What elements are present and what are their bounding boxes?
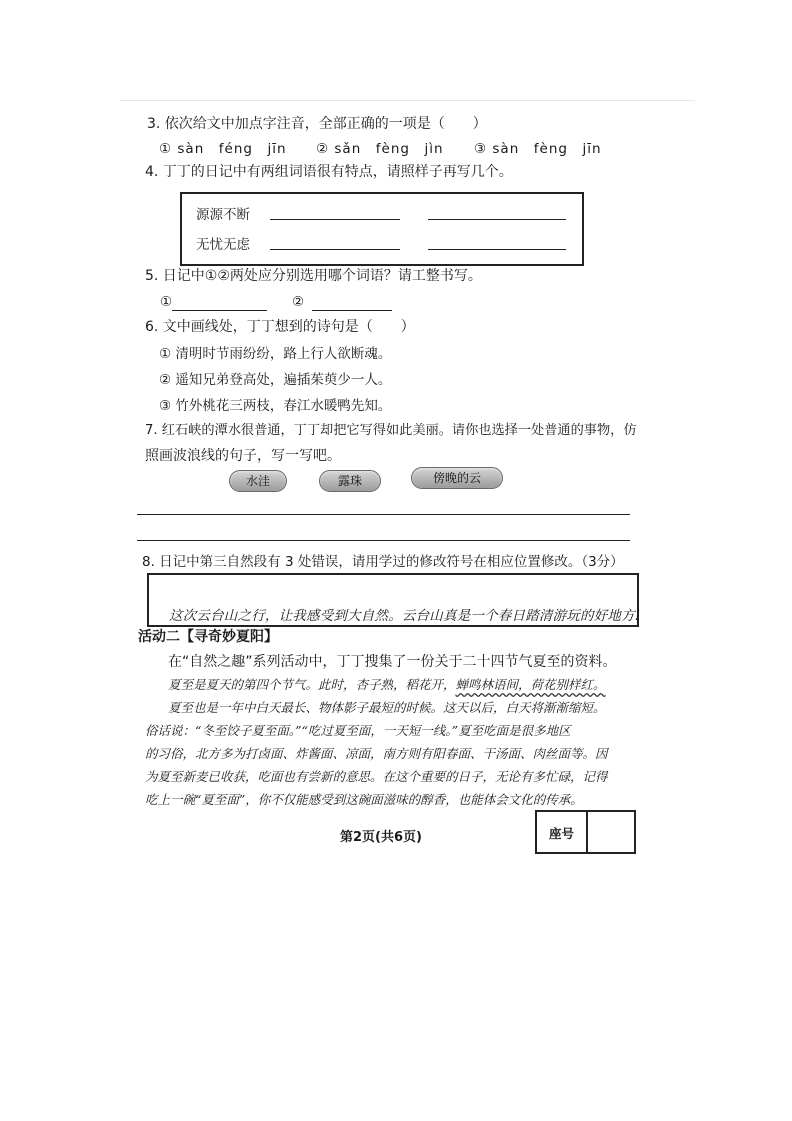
- material-line-5: 为夏至新麦已收获，吃面也有尝新的意思。在这个重要的日子，无论有多忙碌，记得: [145, 769, 608, 784]
- page-number: 第2页(共6页): [340, 830, 422, 845]
- question-6-option-1: ① 清明时节雨纷纷，路上行人欲断魂。: [159, 346, 392, 362]
- answer-line[interactable]: [428, 219, 566, 220]
- choice-pill-2[interactable]: 露珠: [319, 470, 381, 492]
- choice-pill-3[interactable]: 傍晚的云: [411, 467, 503, 489]
- question-3-option-2: ② sǎn fèng jìn: [316, 141, 444, 157]
- blank-2-line[interactable]: [312, 294, 392, 311]
- wavy-underlined-sentence: 蝉鸣林语间，荷花别样红。: [455, 677, 606, 692]
- question-8-passage: 这次云台山之行，让我感受到大自然。云台山真是一个春日踏清游玩的好地方!: [169, 608, 641, 624]
- question-5-blank-2: [292, 293, 392, 311]
- question-7-stem: 7. 红石峡的潭水很普通，丁丁却把它写得如此美丽。请你也选择一处普通的事物，仿: [145, 423, 637, 438]
- activity-2-title: 活动二【寻奇妙夏阳】: [138, 629, 278, 645]
- material-line-4: 的习俗，北方多为打卤面、炸酱面、凉面，南方则有阳春面、干汤面、肉丝面等。因: [145, 746, 608, 761]
- seat-number-box: [535, 810, 636, 854]
- answer-line[interactable]: [270, 249, 400, 250]
- question-6-option-2: ② 遥知兄弟登高处，遍插茱萸少一人。: [159, 372, 392, 388]
- top-divider: [120, 100, 695, 101]
- answer-line[interactable]: [428, 249, 566, 250]
- answer-line[interactable]: [270, 219, 400, 220]
- blank-2-marker: ②: [292, 294, 305, 310]
- material-line-6: 吃上一碗“夏至面”，你不仅能感受到这碗面滋味的醇香，也能体会文化的传承。: [145, 792, 583, 807]
- example-word-2: 无忧无虑: [196, 237, 250, 253]
- question-8-passage-box: [147, 573, 639, 627]
- question-4-answer-box: [180, 192, 584, 266]
- activity-2-intro: 在“自然之趣”系列活动中，丁丁搜集了一份关于二十四节气夏至的资料。: [168, 654, 617, 670]
- blank-1-marker: ①: [160, 294, 173, 310]
- question-3-stem: 3. 依次给文中加点字注音，全部正确的一项是（ ）: [147, 116, 487, 132]
- question-7-stem-line-2: 照画波浪线的句子，写一写吧。: [145, 448, 341, 464]
- material-line-1-text: 夏至是夏天的第四个节气。此时，杏子熟，稻花开，: [168, 677, 456, 692]
- material-line-1: [168, 676, 606, 694]
- example-word-1: 源源不断: [196, 207, 250, 223]
- question-6-stem: 6. 文中画线处，丁丁想到的诗句是（ ）: [145, 319, 415, 335]
- seat-number-label: 座号: [549, 826, 575, 841]
- material-line-3: 俗话说：“冬至饺子夏至面。”“吃过夏至面，一天短一线。”夏至吃面是很多地区: [145, 723, 571, 738]
- question-4-stem: 4. 丁丁的日记中有两组词语很有特点，请照样子再写几个。: [145, 164, 513, 180]
- question-8-stem: 8. 日记中第三自然段有 3 处错误，请用学过的修改符号在相应位置修改。（3分）: [142, 554, 624, 570]
- choice-pill-1[interactable]: 水洼: [229, 470, 287, 492]
- answer-line[interactable]: [137, 514, 630, 515]
- question-6-option-3: ③ 竹外桃花三两枝，春江水暖鸭先知。: [159, 398, 392, 414]
- answer-line[interactable]: [137, 540, 630, 541]
- question-5-stem: 5. 日记中①②两处应分别选用哪个词语？请工整书写。: [145, 268, 482, 284]
- question-3-option-3: ③ sàn fèng jīn: [474, 141, 602, 157]
- blank-1-line[interactable]: [172, 294, 267, 311]
- material-line-2: 夏至也是一年中白天最长、物体影子最短的时候。这天以后，白天将渐渐缩短。: [168, 700, 606, 715]
- question-5-blank-1: [160, 293, 267, 311]
- seat-box-divider: [586, 812, 588, 852]
- question-3-option-1: ① sàn féng jīn: [159, 141, 287, 157]
